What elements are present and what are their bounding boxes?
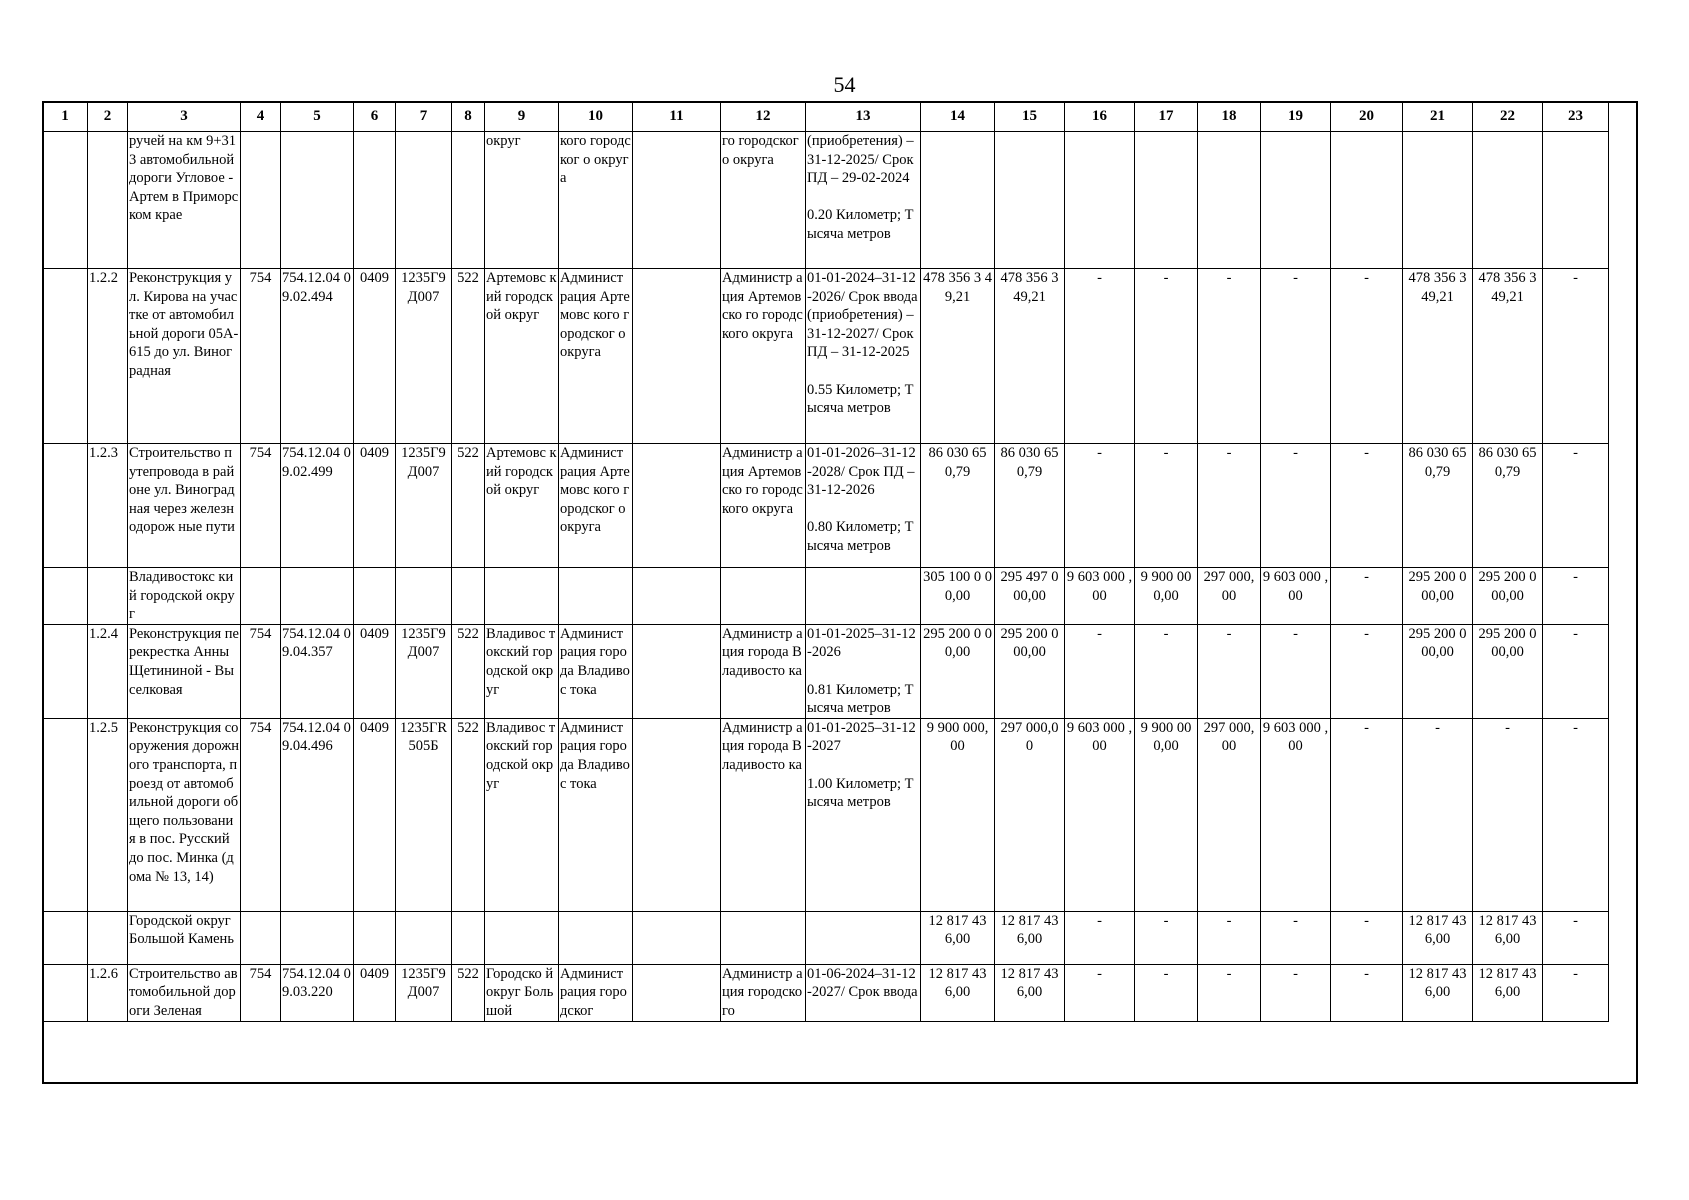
cell-col-16 [1065, 132, 1135, 269]
column-header-8: 8 [452, 102, 485, 132]
cell-col-23 [1543, 132, 1609, 269]
cell-col-14: 12 817 43 6,00 [921, 964, 995, 1021]
cell-col-2: 1.2.3 [88, 444, 128, 568]
cell-col-14: 478 356 3 49,21 [921, 269, 995, 444]
cell-col-13: 01-01-2026–31-12-2028/ Срок ПД – 31-12-2026 0.80 Километр; Тысяча метров [806, 444, 921, 568]
cell-col-2 [88, 568, 128, 625]
cell-col-5 [281, 568, 354, 625]
cell-col-9: Артемовс кий городской округ [485, 269, 559, 444]
cell-col-1 [43, 269, 88, 444]
cell-col-22: - [1473, 718, 1543, 911]
cell-col-12 [721, 568, 806, 625]
cell-col-5: 754.12.04 09.04.357 [281, 624, 354, 718]
cell-col-3: ручей на км 9+313 автомобильной дороги Угловое - Артем в Приморском крае [128, 132, 241, 269]
table-row [43, 964, 1609, 1021]
cell-col-20: - [1331, 624, 1403, 718]
cell-col-21: 295 200 0 00,00 [1403, 568, 1473, 625]
cell-col-3: Строительство автомобильной дороги Зеленая [128, 964, 241, 1021]
cell-col-9: Артемовс кий городской округ [485, 444, 559, 568]
cell-col-12 [721, 911, 806, 964]
cell-col-13 [806, 568, 921, 625]
cell-col-9 [485, 911, 559, 964]
cell-col-16: 9 603 000 ,00 [1065, 568, 1135, 625]
cell-col-22: 12 817 43 6,00 [1473, 964, 1543, 1021]
cell-col-3: Строительство путепровода в районе ул. Виноградная через железнодорож ные пути [128, 444, 241, 568]
cell-col-13: (приобретения) – 31-12-2025/ Срок ПД – 29-02-2024 0.20 Километр; Тысяча метров [806, 132, 921, 269]
cell-col-23: - [1543, 718, 1609, 911]
column-header-3: 3 [128, 102, 241, 132]
column-header-15: 15 [995, 102, 1065, 132]
cell-col-14: 12 817 43 6,00 [921, 911, 995, 964]
cell-col-4: 754 [241, 624, 281, 718]
cell-col-23: - [1543, 624, 1609, 718]
cell-col-19: - [1261, 911, 1331, 964]
cell-col-14: 295 200 0 00,00 [921, 624, 995, 718]
cell-col-5: 754.12.04 09.04.496 [281, 718, 354, 911]
cell-col-9: Владивос токский городской округ [485, 624, 559, 718]
cell-col-20 [1331, 132, 1403, 269]
cell-col-1 [43, 964, 88, 1021]
cell-col-20: - [1331, 568, 1403, 625]
cell-col-18: - [1198, 911, 1261, 964]
cell-col-23: - [1543, 911, 1609, 964]
cell-col-1 [43, 624, 88, 718]
cell-col-21: 86 030 65 0,79 [1403, 444, 1473, 568]
cell-col-7: 1235Г9 Д007 [396, 964, 452, 1021]
cell-col-18: - [1198, 624, 1261, 718]
cell-col-20: - [1331, 269, 1403, 444]
cell-col-17: - [1135, 911, 1198, 964]
cell-col-7: 1235ГR 505Б [396, 718, 452, 911]
cell-col-15 [995, 132, 1065, 269]
cell-col-20: - [1331, 718, 1403, 911]
column-header-18: 18 [1198, 102, 1261, 132]
cell-col-15: 295 200 0 00,00 [995, 624, 1065, 718]
cell-col-3: Реконструкция ул. Кирова на участке от автомобильной дороги 05А-615 до ул. Виноградная [128, 269, 241, 444]
cell-col-19: - [1261, 624, 1331, 718]
cell-col-10 [559, 568, 633, 625]
cell-col-16: - [1065, 444, 1135, 568]
column-header-20: 20 [1331, 102, 1403, 132]
cell-col-14: 9 900 000, 00 [921, 718, 995, 911]
cell-col-13: 01-06-2024–31-12-2027/ Срок ввода [806, 964, 921, 1021]
cell-col-21: 12 817 43 6,00 [1403, 964, 1473, 1021]
cell-col-19: 9 603 000 ,00 [1261, 718, 1331, 911]
cell-col-10: Админист рация города Владивос тока [559, 718, 633, 911]
column-header-17: 17 [1135, 102, 1198, 132]
column-header-4: 4 [241, 102, 281, 132]
cell-col-18 [1198, 132, 1261, 269]
cell-col-15: 297 000,0 0 [995, 718, 1065, 911]
cell-col-1 [43, 568, 88, 625]
cell-col-18: - [1198, 964, 1261, 1021]
cell-col-15: 295 497 0 00,00 [995, 568, 1065, 625]
cell-col-6: 0409 [354, 718, 396, 911]
cell-col-2 [88, 911, 128, 964]
cell-col-21: 478 356 3 49,21 [1403, 269, 1473, 444]
cell-col-12: Администр ация городского [721, 964, 806, 1021]
cell-col-3: Реконструкция сооружения дорожного транспорта, проезд от автомобильной дороги общего пользования в пос. Русский до пос. Минка (дома № 13, 14) [128, 718, 241, 911]
cell-col-15: 12 817 43 6,00 [995, 964, 1065, 1021]
cell-col-2 [88, 132, 128, 269]
cell-col-3: Владивостокс кий городской округ [128, 568, 241, 625]
cell-col-15: 86 030 65 0,79 [995, 444, 1065, 568]
cell-col-10: Админист рация Артемовс кого городског о округа [559, 444, 633, 568]
cell-col-6 [354, 132, 396, 269]
cell-col-22: 295 200 0 00,00 [1473, 568, 1543, 625]
cell-col-1 [43, 444, 88, 568]
cell-col-19: - [1261, 444, 1331, 568]
cell-col-8: 522 [452, 718, 485, 911]
column-header-21: 21 [1403, 102, 1473, 132]
column-header-19: 19 [1261, 102, 1331, 132]
cell-col-1 [43, 911, 88, 964]
cell-col-23: - [1543, 568, 1609, 625]
cell-col-8: 522 [452, 444, 485, 568]
column-header-13: 13 [806, 102, 921, 132]
cell-col-13: 01-01-2025–31-12-2027 1.00 Километр; Тысяча метров [806, 718, 921, 911]
cell-col-22: 478 356 3 49,21 [1473, 269, 1543, 444]
cell-col-12: Администр ация города Владивосто ка [721, 718, 806, 911]
cell-col-12: Администр ация Артемовско го городского округа [721, 269, 806, 444]
cell-col-19: - [1261, 269, 1331, 444]
cell-col-10: Админист рация городског [559, 964, 633, 1021]
cell-col-6: 0409 [354, 624, 396, 718]
table-row [43, 269, 1609, 444]
cell-col-10: Админист рация города Владивос тока [559, 624, 633, 718]
cell-col-22: 295 200 0 00,00 [1473, 624, 1543, 718]
cell-col-4 [241, 568, 281, 625]
cell-col-12: го городского округа [721, 132, 806, 269]
cell-col-14: 86 030 65 0,79 [921, 444, 995, 568]
cell-col-18: 297 000, 00 [1198, 568, 1261, 625]
cell-col-4: 754 [241, 269, 281, 444]
cell-col-5 [281, 132, 354, 269]
cell-col-19: 9 603 000 ,00 [1261, 568, 1331, 625]
cell-col-11 [633, 718, 721, 911]
cell-col-18: - [1198, 269, 1261, 444]
cell-col-23: - [1543, 964, 1609, 1021]
cell-col-4: 754 [241, 444, 281, 568]
cell-col-22: 86 030 65 0,79 [1473, 444, 1543, 568]
cell-col-20: - [1331, 911, 1403, 964]
cell-col-18: 297 000, 00 [1198, 718, 1261, 911]
column-header-16: 16 [1065, 102, 1135, 132]
cell-col-3: Реконструкция перекрестка Анны Щетининой - Выселковая [128, 624, 241, 718]
cell-col-17: - [1135, 444, 1198, 568]
cell-col-8 [452, 132, 485, 269]
cell-col-8: 522 [452, 269, 485, 444]
cell-col-7 [396, 132, 452, 269]
cell-col-4: 754 [241, 718, 281, 911]
cell-col-15: 12 817 43 6,00 [995, 911, 1065, 964]
cell-col-23: - [1543, 269, 1609, 444]
cell-col-12: Администр ация города Владивосто ка [721, 624, 806, 718]
column-header-1: 1 [43, 102, 88, 132]
cell-col-14: 305 100 0 00,00 [921, 568, 995, 625]
cell-col-5 [281, 911, 354, 964]
cell-col-5: 754.12.04 09.03.220 [281, 964, 354, 1021]
cell-col-2: 1.2.2 [88, 269, 128, 444]
column-header-6: 6 [354, 102, 396, 132]
cell-col-21: - [1403, 718, 1473, 911]
cell-col-14 [921, 132, 995, 269]
cell-col-11 [633, 568, 721, 625]
cell-col-18: - [1198, 444, 1261, 568]
cell-col-6: 0409 [354, 269, 396, 444]
table-row [43, 132, 1609, 269]
cell-col-2: 1.2.6 [88, 964, 128, 1021]
cell-col-17: 9 900 00 0,00 [1135, 568, 1198, 625]
table-row [43, 718, 1609, 911]
report-table [42, 101, 1609, 1022]
column-header-12: 12 [721, 102, 806, 132]
cell-col-21 [1403, 132, 1473, 269]
cell-col-6 [354, 911, 396, 964]
cell-col-17: - [1135, 624, 1198, 718]
cell-col-17: 9 900 00 0,00 [1135, 718, 1198, 911]
cell-col-20: - [1331, 444, 1403, 568]
cell-col-1 [43, 132, 88, 269]
cell-col-1 [43, 718, 88, 911]
cell-col-11 [633, 444, 721, 568]
cell-col-12: Администр ация Артемовско го городского округа [721, 444, 806, 568]
cell-col-7 [396, 911, 452, 964]
cell-col-4 [241, 132, 281, 269]
cell-col-16: - [1065, 911, 1135, 964]
cell-col-13 [806, 911, 921, 964]
cell-col-8 [452, 568, 485, 625]
cell-col-13: 01-01-2024–31-12-2026/ Срок ввода (приобретения) – 31-12-2027/ Срок ПД – 31-12-2025 0.55 Километр; Тысяча метров [806, 269, 921, 444]
table-row [43, 444, 1609, 568]
cell-col-9: Городско й округ Большой [485, 964, 559, 1021]
cell-col-22: 12 817 43 6,00 [1473, 911, 1543, 964]
cell-col-6: 0409 [354, 444, 396, 568]
cell-col-6 [354, 568, 396, 625]
header-row [43, 102, 1609, 132]
cell-col-10: кого городског о округа [559, 132, 633, 269]
cell-col-10: Админист рация Артемовс кого городског о округа [559, 269, 633, 444]
cell-col-22 [1473, 132, 1543, 269]
cell-col-17: - [1135, 269, 1198, 444]
cell-col-20: - [1331, 964, 1403, 1021]
cell-col-8: 522 [452, 624, 485, 718]
column-header-5: 5 [281, 102, 354, 132]
cell-col-19: - [1261, 964, 1331, 1021]
cell-col-9 [485, 568, 559, 625]
cell-col-19 [1261, 132, 1331, 269]
table-row [43, 568, 1609, 625]
cell-col-3: Городской округ Большой Камень [128, 911, 241, 964]
cell-col-8 [452, 911, 485, 964]
cell-col-11 [633, 269, 721, 444]
cell-col-4 [241, 911, 281, 964]
cell-col-7: 1235Г9 Д007 [396, 444, 452, 568]
column-header-23: 23 [1543, 102, 1609, 132]
column-header-11: 11 [633, 102, 721, 132]
cell-col-6: 0409 [354, 964, 396, 1021]
column-header-22: 22 [1473, 102, 1543, 132]
cell-col-2: 1.2.5 [88, 718, 128, 911]
page-number: 54 [833, 72, 856, 97]
cell-col-7: 1235Г9 Д007 [396, 624, 452, 718]
column-header-14: 14 [921, 102, 995, 132]
column-header-7: 7 [396, 102, 452, 132]
cell-col-21: 12 817 43 6,00 [1403, 911, 1473, 964]
cell-col-11 [633, 911, 721, 964]
cell-col-4: 754 [241, 964, 281, 1021]
cell-col-2: 1.2.4 [88, 624, 128, 718]
cell-col-16: 9 603 000 ,00 [1065, 718, 1135, 911]
cell-col-11 [633, 964, 721, 1021]
cell-col-13: 01-01-2025–31-12-2026 0.81 Километр; Тысяча метров [806, 624, 921, 718]
cell-col-5: 754.12.04 09.02.499 [281, 444, 354, 568]
cell-col-7: 1235Г9 Д007 [396, 269, 452, 444]
cell-col-9: округ [485, 132, 559, 269]
cell-col-21: 295 200 0 00,00 [1403, 624, 1473, 718]
cell-col-8: 522 [452, 964, 485, 1021]
cell-col-23: - [1543, 444, 1609, 568]
cell-col-5: 754.12.04 09.02.494 [281, 269, 354, 444]
cell-col-17 [1135, 132, 1198, 269]
cell-col-9: Владивос токский городской округ [485, 718, 559, 911]
cell-col-16: - [1065, 964, 1135, 1021]
cell-col-7 [396, 568, 452, 625]
cell-col-11 [633, 132, 721, 269]
table-row [43, 624, 1609, 718]
cell-col-10 [559, 911, 633, 964]
table-row [43, 911, 1609, 964]
cell-col-16: - [1065, 269, 1135, 444]
cell-col-15: 478 356 3 49,21 [995, 269, 1065, 444]
column-header-2: 2 [88, 102, 128, 132]
column-header-9: 9 [485, 102, 559, 132]
cell-col-11 [633, 624, 721, 718]
cell-col-16: - [1065, 624, 1135, 718]
column-header-10: 10 [559, 102, 633, 132]
cell-col-17: - [1135, 964, 1198, 1021]
